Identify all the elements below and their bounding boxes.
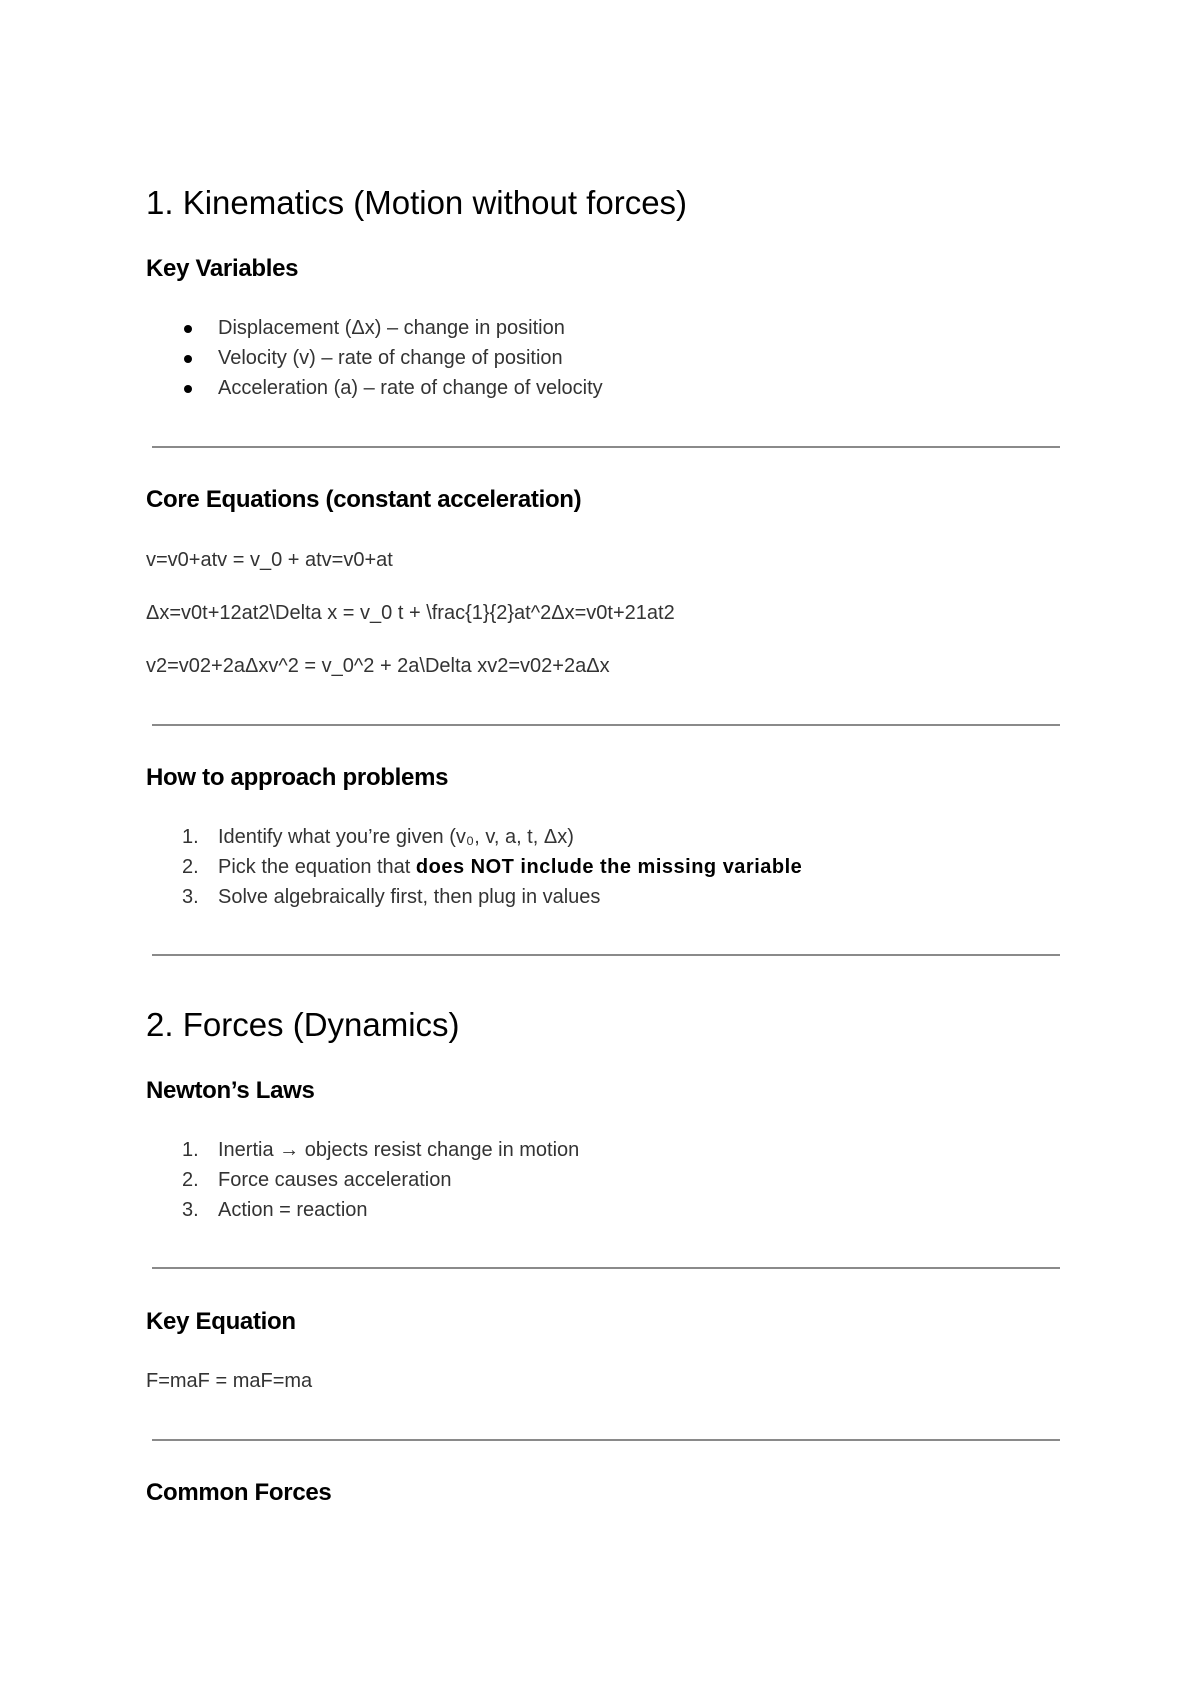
section-1-title: 1. Kinematics (Motion without forces): [146, 184, 688, 221]
key-variables-list: [146, 313, 1066, 403]
newtons-laws-list-block: [146, 1135, 1066, 1225]
equation-line-2: Δx=v0t+12at2\Delta x = v_0 t + \frac{1}{2}at^2Δx=v0t+21at2: [146, 602, 675, 624]
approach-list: [146, 822, 1066, 912]
approach-block: [146, 763, 1066, 793]
key-variables-heading: Key Variables: [146, 255, 299, 282]
core-equations-block: [146, 485, 1066, 515]
list-item: 3. Action = reaction: [182, 1199, 368, 1221]
list-item: 3. Solve algebraically first, then plug in values: [182, 886, 601, 908]
horizontal-rule: [152, 446, 1060, 448]
approach-heading: How to approach problems: [146, 764, 449, 791]
list-item: 1. Inertia → objects resist change in motion: [182, 1139, 580, 1161]
horizontal-rule: [152, 954, 1060, 956]
list-item: Acceleration (a) – rate of change of velocity: [146, 373, 1066, 403]
common-forces-heading: Common Forces: [146, 1479, 332, 1506]
key-variables-list-block: [146, 313, 1066, 403]
bold-emphasis: does NOT include the missing variable: [415, 856, 803, 878]
core-equations-heading: Core Equations (constant acceleration): [146, 486, 582, 513]
key-equation-heading: Key Equation: [146, 1308, 296, 1335]
common-forces-block: [146, 1478, 1066, 1508]
list-item: 1. Identify what you’re given (v₀, v, a, t, Δx): [182, 826, 574, 848]
section-2-title: 2. Forces (Dynamics): [146, 1006, 460, 1043]
approach-list-block: [146, 822, 1066, 912]
list-item: Displacement (Δx) – change in position: [146, 313, 1066, 343]
horizontal-rule: [152, 724, 1060, 726]
key-variables-block: [146, 254, 1066, 284]
newtons-laws-list: [146, 1135, 1066, 1225]
bullet-icon: [184, 355, 192, 363]
horizontal-rule: [152, 1267, 1060, 1269]
horizontal-rule: [152, 1439, 1060, 1441]
section-1-title-block: [146, 178, 1066, 228]
bullet-icon: [184, 325, 192, 333]
newtons-laws-heading: Newton’s Laws: [146, 1077, 315, 1104]
list-item: 2. Force causes acceleration: [182, 1169, 452, 1191]
section-2-title-block: [146, 1000, 1066, 1050]
newtons-laws-block: [146, 1076, 1066, 1106]
key-equation-line: F=maF = maF=ma: [146, 1370, 313, 1392]
equation-line-3: v2=v02+2aΔxv^2 = v_0^2 + 2a\Delta xv2=v02+2aΔx: [146, 655, 610, 677]
list-item: 2. Pick the equation that does NOT include the missing variable: [182, 856, 803, 878]
list-item: Velocity (v) – rate of change of position: [146, 343, 1066, 373]
equation-line-1: v=v0+atv = v_0 + atv=v0+at: [146, 549, 393, 571]
key-equation-block: [146, 1307, 1066, 1337]
bullet-icon: [184, 385, 192, 393]
